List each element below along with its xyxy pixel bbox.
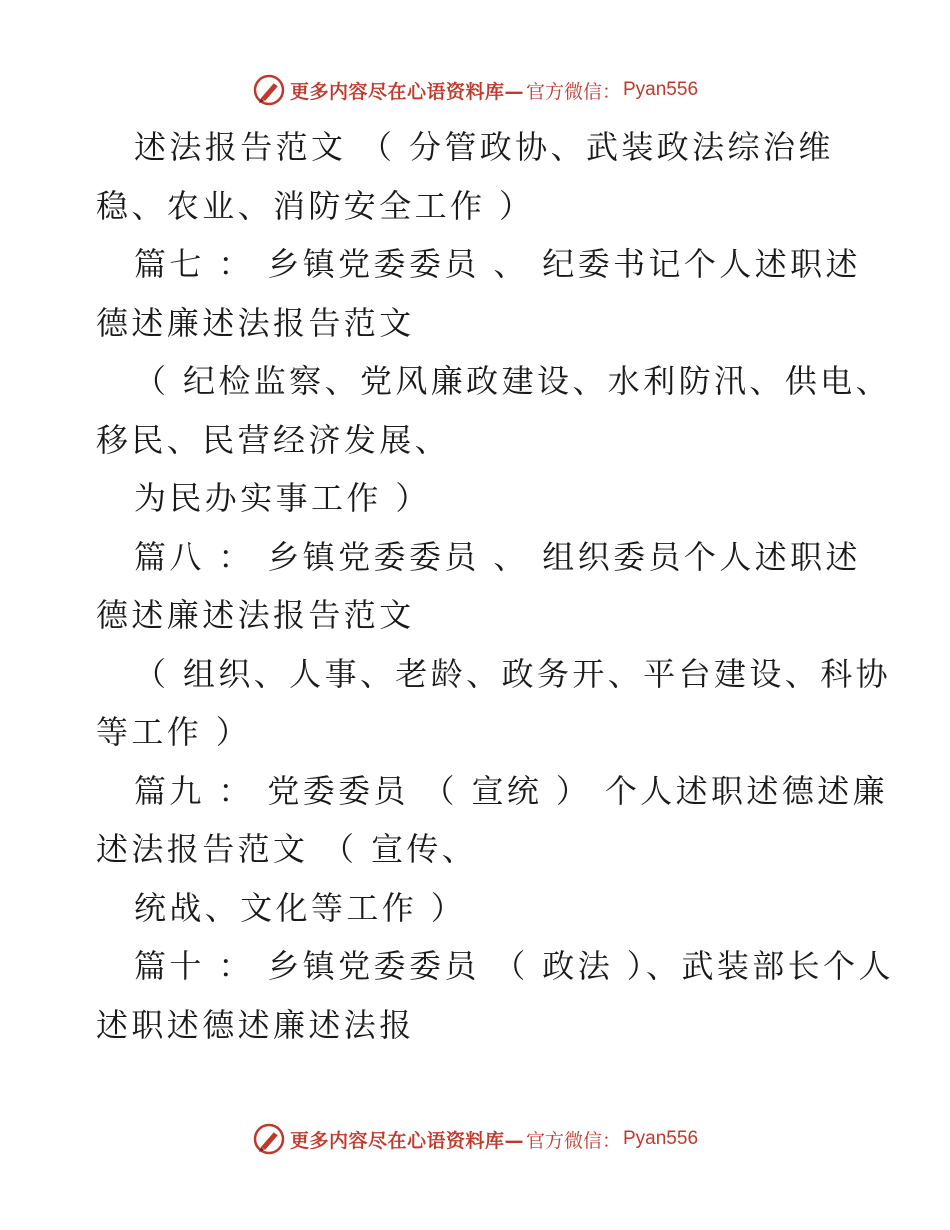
pen-logo-icon	[252, 1122, 286, 1156]
wechat-id: Pyan556	[623, 79, 699, 100]
wechat-label: 官方微信：	[525, 1129, 621, 1152]
text-line: 移民、民营经济发展、	[96, 420, 451, 459]
text-line: （ 组织、人事、老龄、政务开、平台建设、科协	[134, 654, 891, 693]
section-heading: 篇七 ： 乡镇党委委员 、 纪委书记个人述职述	[134, 245, 861, 283]
wechat-id: Pyan556	[623, 1128, 699, 1149]
wechat-label: 官方微信：	[525, 80, 621, 103]
document-body	[96, 118, 894, 1054]
text-line: 德述廉述法报告范文	[96, 303, 415, 342]
text-line: 述法报告范文 （ 分管政协、武装政法综治维	[134, 128, 834, 166]
text-line: 等工作 ）	[96, 713, 252, 751]
text-line: 述职述德述廉述法报	[96, 1005, 415, 1044]
text-line: 为民办实事工作 ）	[134, 479, 431, 517]
footer-banner	[0, 1119, 950, 1159]
text-line: 稳、农业、消防安全工作 ）	[96, 186, 535, 225]
pen-logo-icon	[252, 73, 286, 107]
banner-text: 更多内容尽在心语资料库—	[289, 80, 524, 103]
text-line: 述法报告范文 （ 宣传、	[96, 830, 478, 868]
section-heading: 篇八 ： 乡镇党委委员 、 组织委员个人述职述	[134, 537, 861, 576]
section-heading: 篇九 ： 党委委员 （ 宣统 ） 个人述职述德述廉	[134, 771, 889, 810]
text-line: 统战、文化等工作 ）	[134, 888, 467, 927]
section-heading: 篇十 ： 乡镇党委委员 （ 政法 ）、武装部长个人	[134, 947, 894, 985]
header-banner	[0, 70, 950, 110]
text-line: （ 纪检监察、党风廉政建设、水利防汛、供电、	[134, 362, 891, 400]
banner-text: 更多内容尽在心语资料库—	[289, 1129, 524, 1152]
text-line: 德述廉述法报告范文	[96, 596, 415, 634]
